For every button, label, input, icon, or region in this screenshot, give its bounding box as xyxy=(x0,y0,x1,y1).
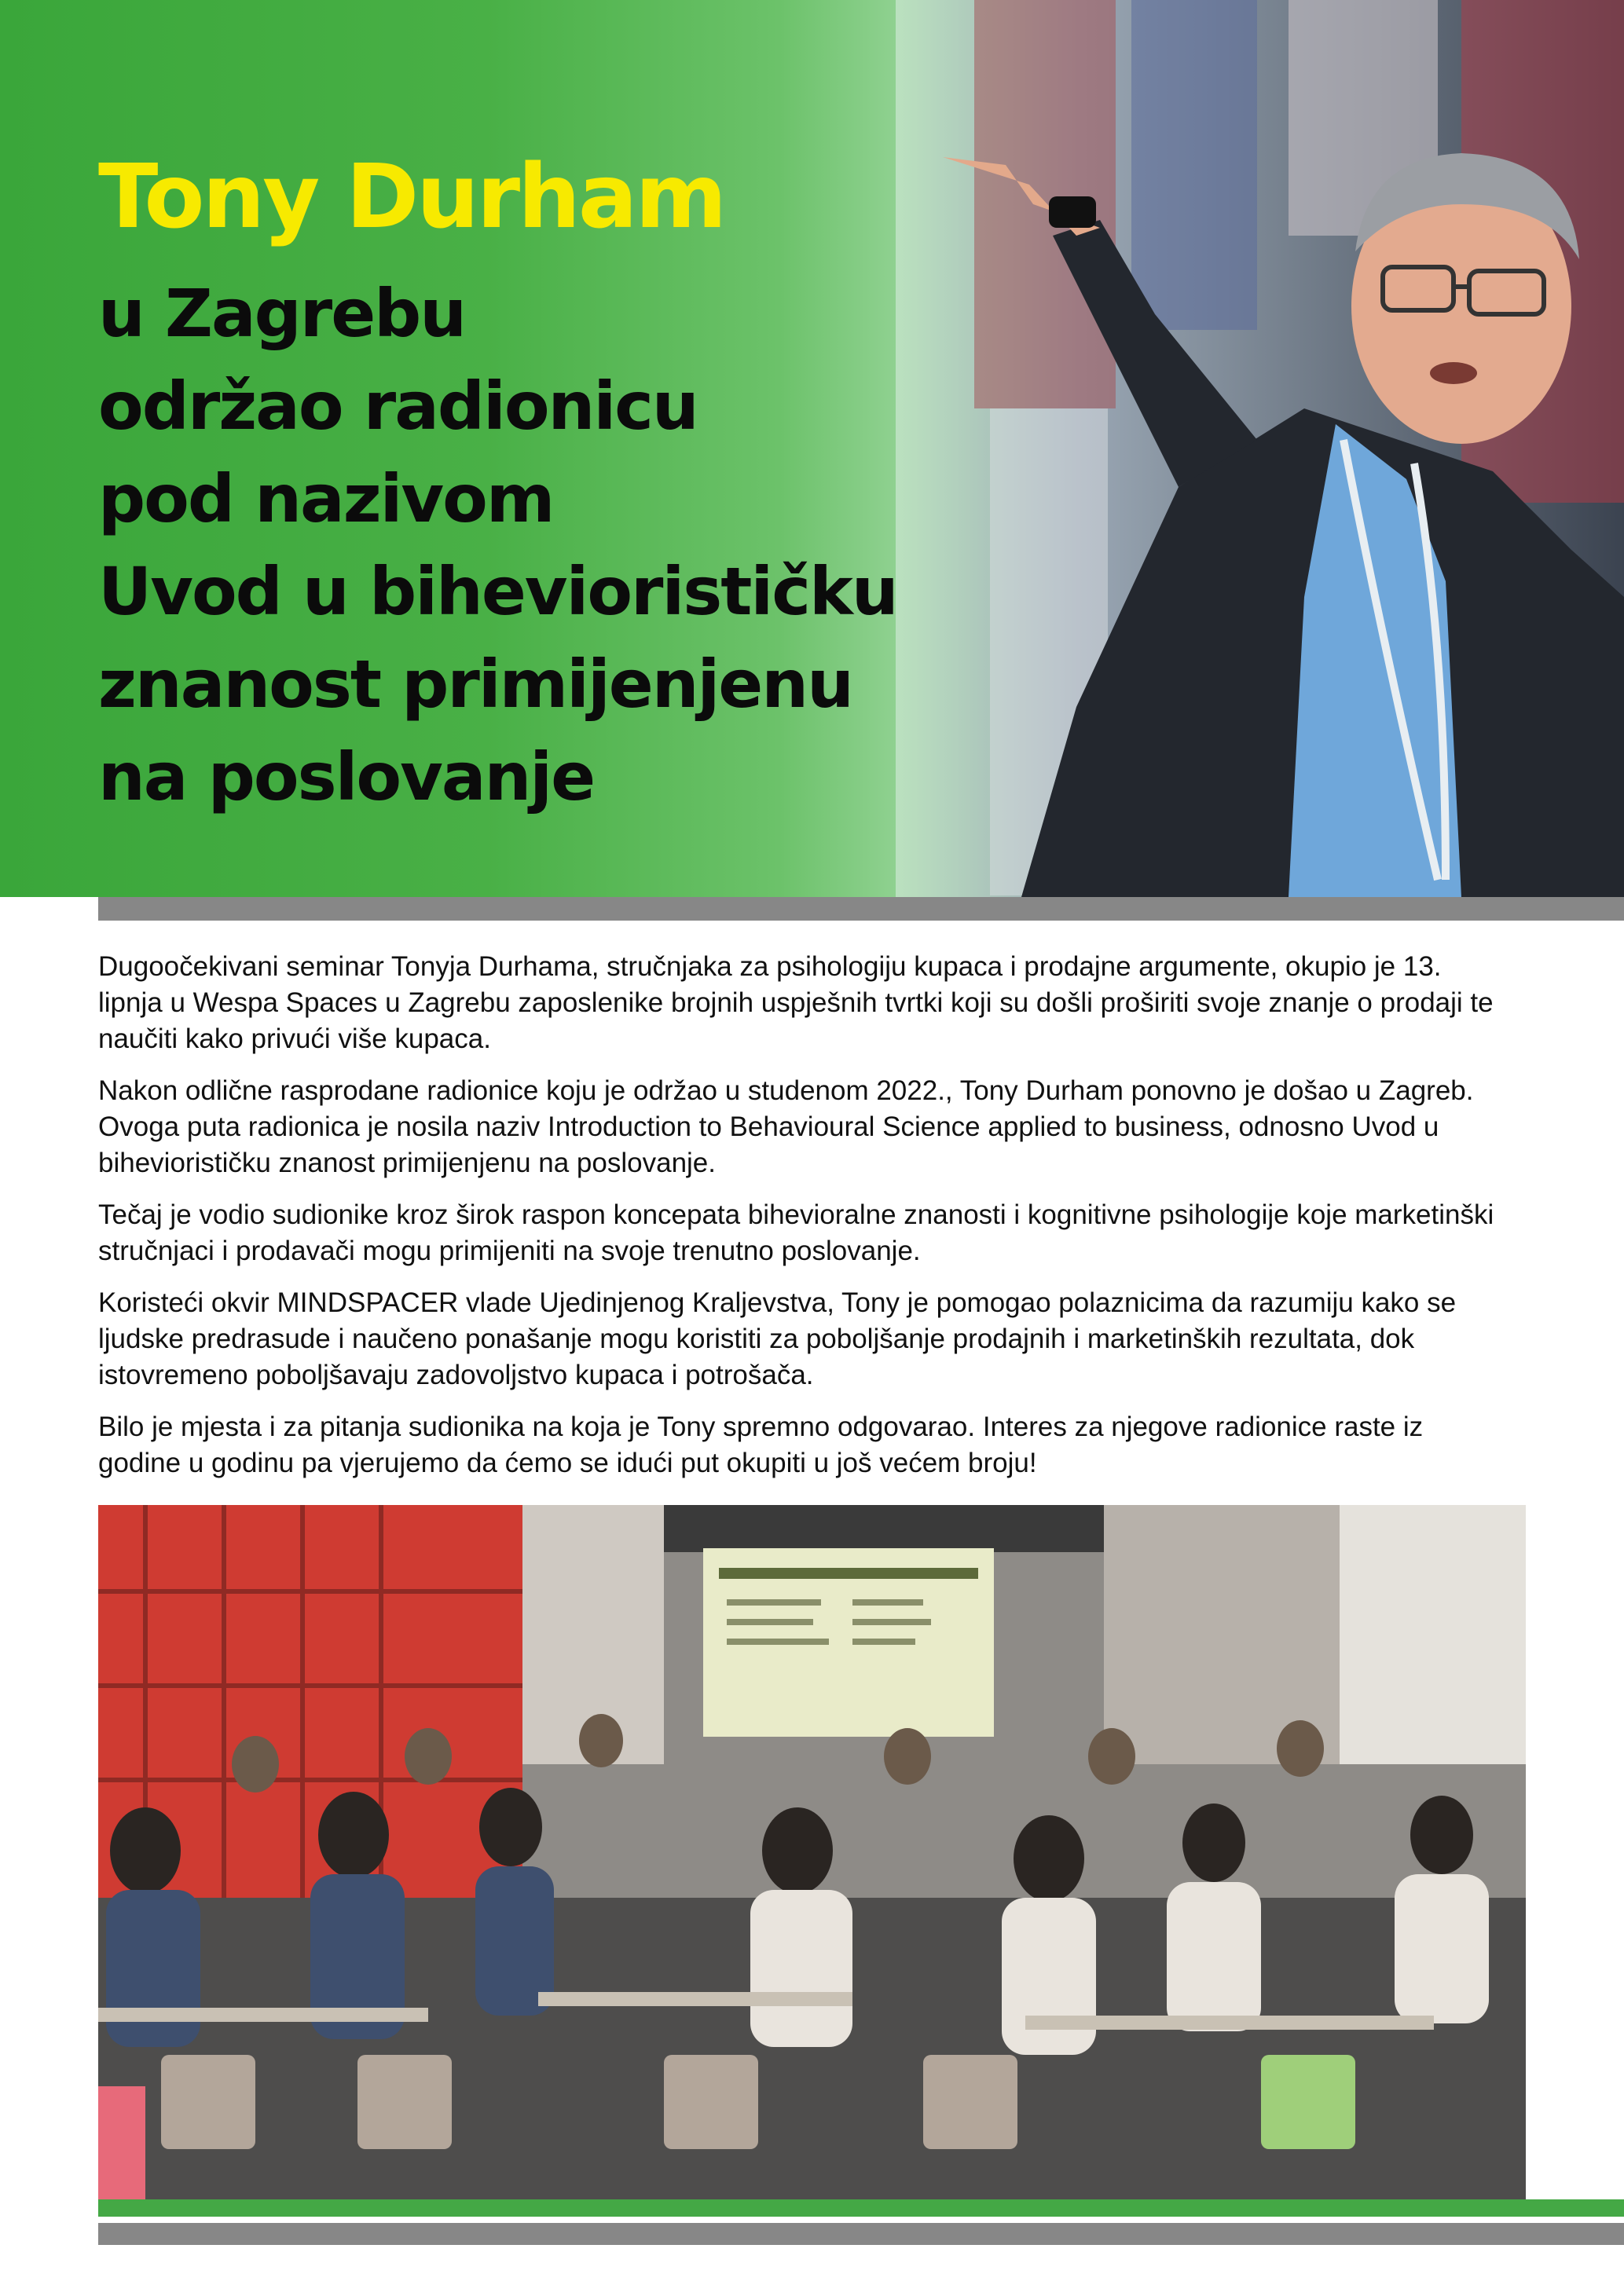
article-paragraph: Tečaj je vodio sudionike kroz širok raspon koncepata bihevioralne znanosti i kognitivne psihologije koje marketinški stručnjaci i prodavači mogu primijeniti na svoje trenutno poslovanje. xyxy=(98,1199,1494,1266)
divider-top xyxy=(98,897,1624,921)
divider-green xyxy=(98,2199,1526,2217)
article-body xyxy=(98,949,1512,1497)
article-paragraph: Koristeći okvir MINDSPACER vlade Ujedinjenog Kraljevstva, Tony je pomogao polaznicima da razumiju kako se ljudske predrasude i naučeno ponašanje mogu koristiti za poboljšanje prodajnih i marketinških rezultata, dok istovremeno poboljšavaju zadovoljstvo kupaca i potrošača. xyxy=(98,1287,1457,1390)
speaker-photo xyxy=(896,0,1624,897)
article-paragraph: Nakon odlične rasprodane radionice koju je održao u studenom 2022., Tony Durham ponovno je došao u Zagreb. Ovoga puta radionica je nosila naziv Introduction to Behavioural Science applied to business, odnosno Uvod u biheviorističku znanost primijenjenu na poslovanje. xyxy=(98,1075,1474,1178)
hero-subtitle-line: pod nazivom xyxy=(98,460,554,537)
hero-subtitle-line: na poslovanje xyxy=(98,738,595,815)
hero-banner xyxy=(0,0,1624,897)
hero-subtitle-line: održao radionicu xyxy=(98,368,698,445)
article-paragraph: Dugoočekivani seminar Tonyja Durhama, stručnjaka za psihologiju kupaca i prodajne argumente, okupio je 13. lipnja u Wespa Spaces u Zagrebu zaposlenike brojnih uspješnih tvrtki koji su došli proširiti svoje znanje o prodaji te naučiti kako privući više kupaca. xyxy=(98,951,1494,1054)
hero-subtitle-line: Uvod u biheviorističku xyxy=(98,553,897,630)
hero-subtitle xyxy=(98,267,897,823)
divider-green-right xyxy=(1526,2199,1624,2217)
article-paragraph: Bilo je mjesta i za pitanja sudionika na koja je Tony spremno odgovarao. Interes za njegove radionice raste iz godine u godinu pa vjerujemo da ćemo se idući put okupiti u još većem broju! xyxy=(98,1412,1424,1478)
hero-name: Tony Durham xyxy=(98,146,725,248)
divider-bottom xyxy=(98,2223,1624,2245)
workshop-photo xyxy=(98,1505,1526,2199)
hero-subtitle-line: u Zagrebu xyxy=(98,275,466,352)
hero-subtitle-line: znanost primijenjenu xyxy=(98,646,852,723)
